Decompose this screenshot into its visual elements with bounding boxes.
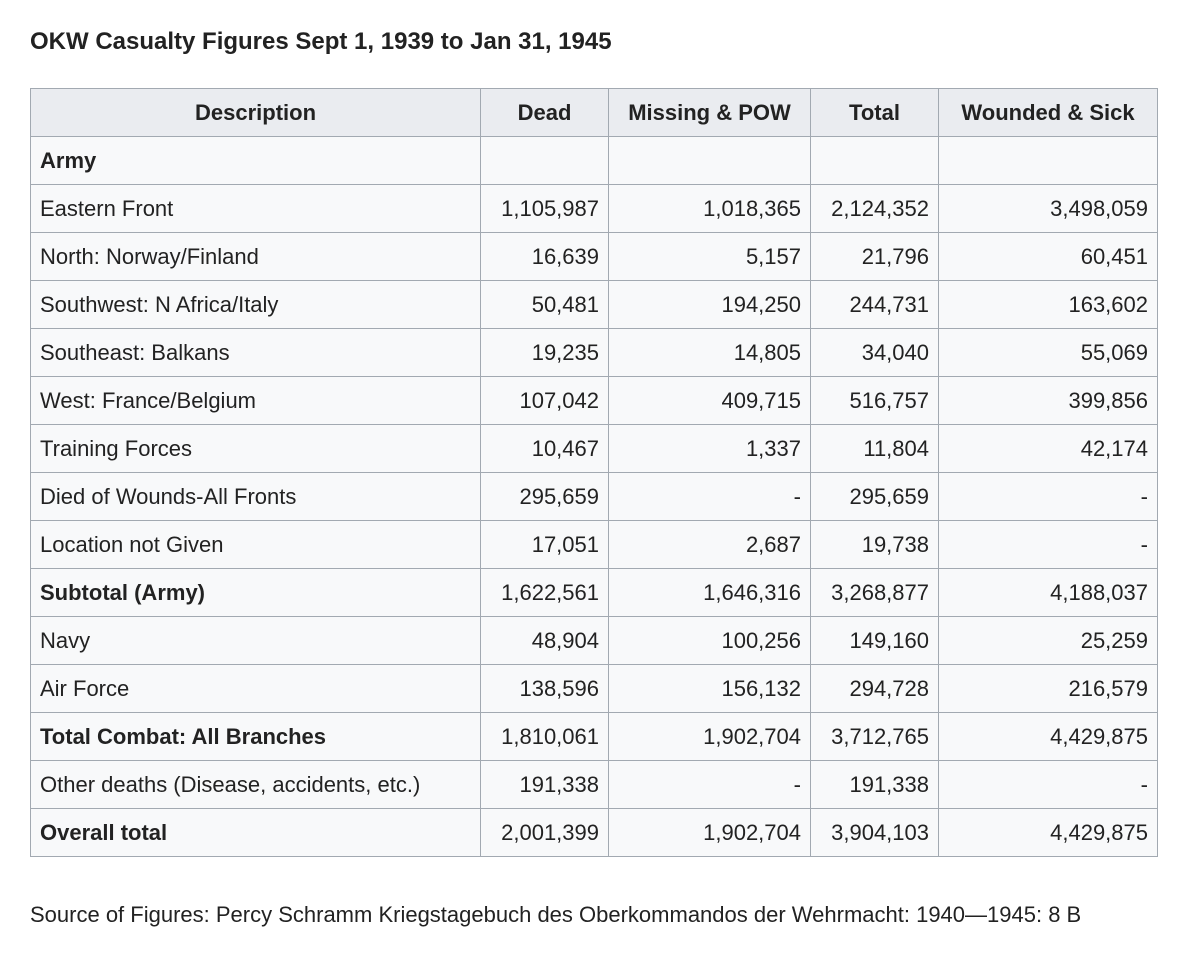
missing-pow-cell: 100,256 xyxy=(609,617,811,665)
description-cell: Overall total xyxy=(31,809,481,857)
total-cell xyxy=(811,137,939,185)
description-cell: Total Combat: All Branches xyxy=(31,713,481,761)
total-cell: 516,757 xyxy=(811,377,939,425)
missing-pow-cell: - xyxy=(609,761,811,809)
wounded-sick-cell: 55,069 xyxy=(939,329,1158,377)
table-row xyxy=(31,761,1158,809)
missing-pow-cell: - xyxy=(609,473,811,521)
dead-cell: 17,051 xyxy=(481,521,609,569)
missing-pow-cell: 194,250 xyxy=(609,281,811,329)
dead-cell: 50,481 xyxy=(481,281,609,329)
table-row xyxy=(31,617,1158,665)
wounded-sick-cell: - xyxy=(939,761,1158,809)
total-cell: 3,268,877 xyxy=(811,569,939,617)
source-note: Source of Figures: Percy Schramm Kriegstagebuch des Oberkommandos der Wehrmacht: 1940—1945: 8 B xyxy=(30,902,1082,927)
column-header-description: Description xyxy=(31,89,481,137)
missing-pow-cell: 1,646,316 xyxy=(609,569,811,617)
column-header-dead: Dead xyxy=(481,89,609,137)
casualty-table xyxy=(30,88,1158,857)
table-row xyxy=(31,665,1158,713)
table-row xyxy=(31,809,1158,857)
missing-pow-cell: 1,902,704 xyxy=(609,809,811,857)
dead-cell: 138,596 xyxy=(481,665,609,713)
table-row xyxy=(31,425,1158,473)
page-title: OKW Casualty Figures Sept 1, 1939 to Jan 31, 1945 xyxy=(30,28,612,55)
dead-cell: 1,105,987 xyxy=(481,185,609,233)
description-cell: Air Force xyxy=(31,665,481,713)
table-header-row xyxy=(31,89,1158,137)
dead-cell: 191,338 xyxy=(481,761,609,809)
column-header-wounded-sick: Wounded & Sick xyxy=(939,89,1158,137)
missing-pow-cell: 1,902,704 xyxy=(609,713,811,761)
dead-cell: 16,639 xyxy=(481,233,609,281)
dead-cell: 1,622,561 xyxy=(481,569,609,617)
description-cell: Location not Given xyxy=(31,521,481,569)
total-cell: 2,124,352 xyxy=(811,185,939,233)
dead-cell: 295,659 xyxy=(481,473,609,521)
total-cell: 295,659 xyxy=(811,473,939,521)
description-cell: Other deaths (Disease, accidents, etc.) xyxy=(31,761,481,809)
wounded-sick-cell: 4,429,875 xyxy=(939,713,1158,761)
column-header-missing-pow: Missing & POW xyxy=(609,89,811,137)
missing-pow-cell: 14,805 xyxy=(609,329,811,377)
wounded-sick-cell xyxy=(939,137,1158,185)
table-row xyxy=(31,473,1158,521)
missing-pow-cell: 409,715 xyxy=(609,377,811,425)
description-cell: Eastern Front xyxy=(31,185,481,233)
total-cell: 244,731 xyxy=(811,281,939,329)
missing-pow-cell: 5,157 xyxy=(609,233,811,281)
description-cell: Navy xyxy=(31,617,481,665)
dead-cell: 107,042 xyxy=(481,377,609,425)
missing-pow-cell: 2,687 xyxy=(609,521,811,569)
wounded-sick-cell: 399,856 xyxy=(939,377,1158,425)
wounded-sick-cell: 42,174 xyxy=(939,425,1158,473)
wounded-sick-cell: 4,429,875 xyxy=(939,809,1158,857)
missing-pow-cell: 156,132 xyxy=(609,665,811,713)
total-cell: 34,040 xyxy=(811,329,939,377)
column-header-total: Total xyxy=(811,89,939,137)
missing-pow-cell: 1,018,365 xyxy=(609,185,811,233)
total-cell: 149,160 xyxy=(811,617,939,665)
table-row xyxy=(31,377,1158,425)
table-body xyxy=(31,137,1158,857)
table-row xyxy=(31,185,1158,233)
wounded-sick-cell: - xyxy=(939,521,1158,569)
total-cell: 294,728 xyxy=(811,665,939,713)
wounded-sick-cell: 60,451 xyxy=(939,233,1158,281)
description-cell: West: France/Belgium xyxy=(31,377,481,425)
total-cell: 21,796 xyxy=(811,233,939,281)
wounded-sick-cell: 25,259 xyxy=(939,617,1158,665)
description-cell: Subtotal (Army) xyxy=(31,569,481,617)
description-cell: Died of Wounds-All Fronts xyxy=(31,473,481,521)
total-cell: 191,338 xyxy=(811,761,939,809)
total-cell: 3,904,103 xyxy=(811,809,939,857)
table-row xyxy=(31,329,1158,377)
description-cell: Training Forces xyxy=(31,425,481,473)
total-cell: 19,738 xyxy=(811,521,939,569)
dead-cell xyxy=(481,137,609,185)
description-cell: North: Norway/Finland xyxy=(31,233,481,281)
missing-pow-cell xyxy=(609,137,811,185)
table-row xyxy=(31,137,1158,185)
table-row xyxy=(31,281,1158,329)
description-cell: Army xyxy=(31,137,481,185)
total-cell: 11,804 xyxy=(811,425,939,473)
wounded-sick-cell: 163,602 xyxy=(939,281,1158,329)
table-row xyxy=(31,233,1158,281)
table-row xyxy=(31,569,1158,617)
total-cell: 3,712,765 xyxy=(811,713,939,761)
table-row xyxy=(31,521,1158,569)
wounded-sick-cell: 4,188,037 xyxy=(939,569,1158,617)
missing-pow-cell: 1,337 xyxy=(609,425,811,473)
wounded-sick-cell: - xyxy=(939,473,1158,521)
dead-cell: 10,467 xyxy=(481,425,609,473)
table-row xyxy=(31,713,1158,761)
wounded-sick-cell: 216,579 xyxy=(939,665,1158,713)
dead-cell: 2,001,399 xyxy=(481,809,609,857)
wounded-sick-cell: 3,498,059 xyxy=(939,185,1158,233)
dead-cell: 48,904 xyxy=(481,617,609,665)
description-cell: Southwest: N Africa/Italy xyxy=(31,281,481,329)
dead-cell: 1,810,061 xyxy=(481,713,609,761)
description-cell: Southeast: Balkans xyxy=(31,329,481,377)
dead-cell: 19,235 xyxy=(481,329,609,377)
